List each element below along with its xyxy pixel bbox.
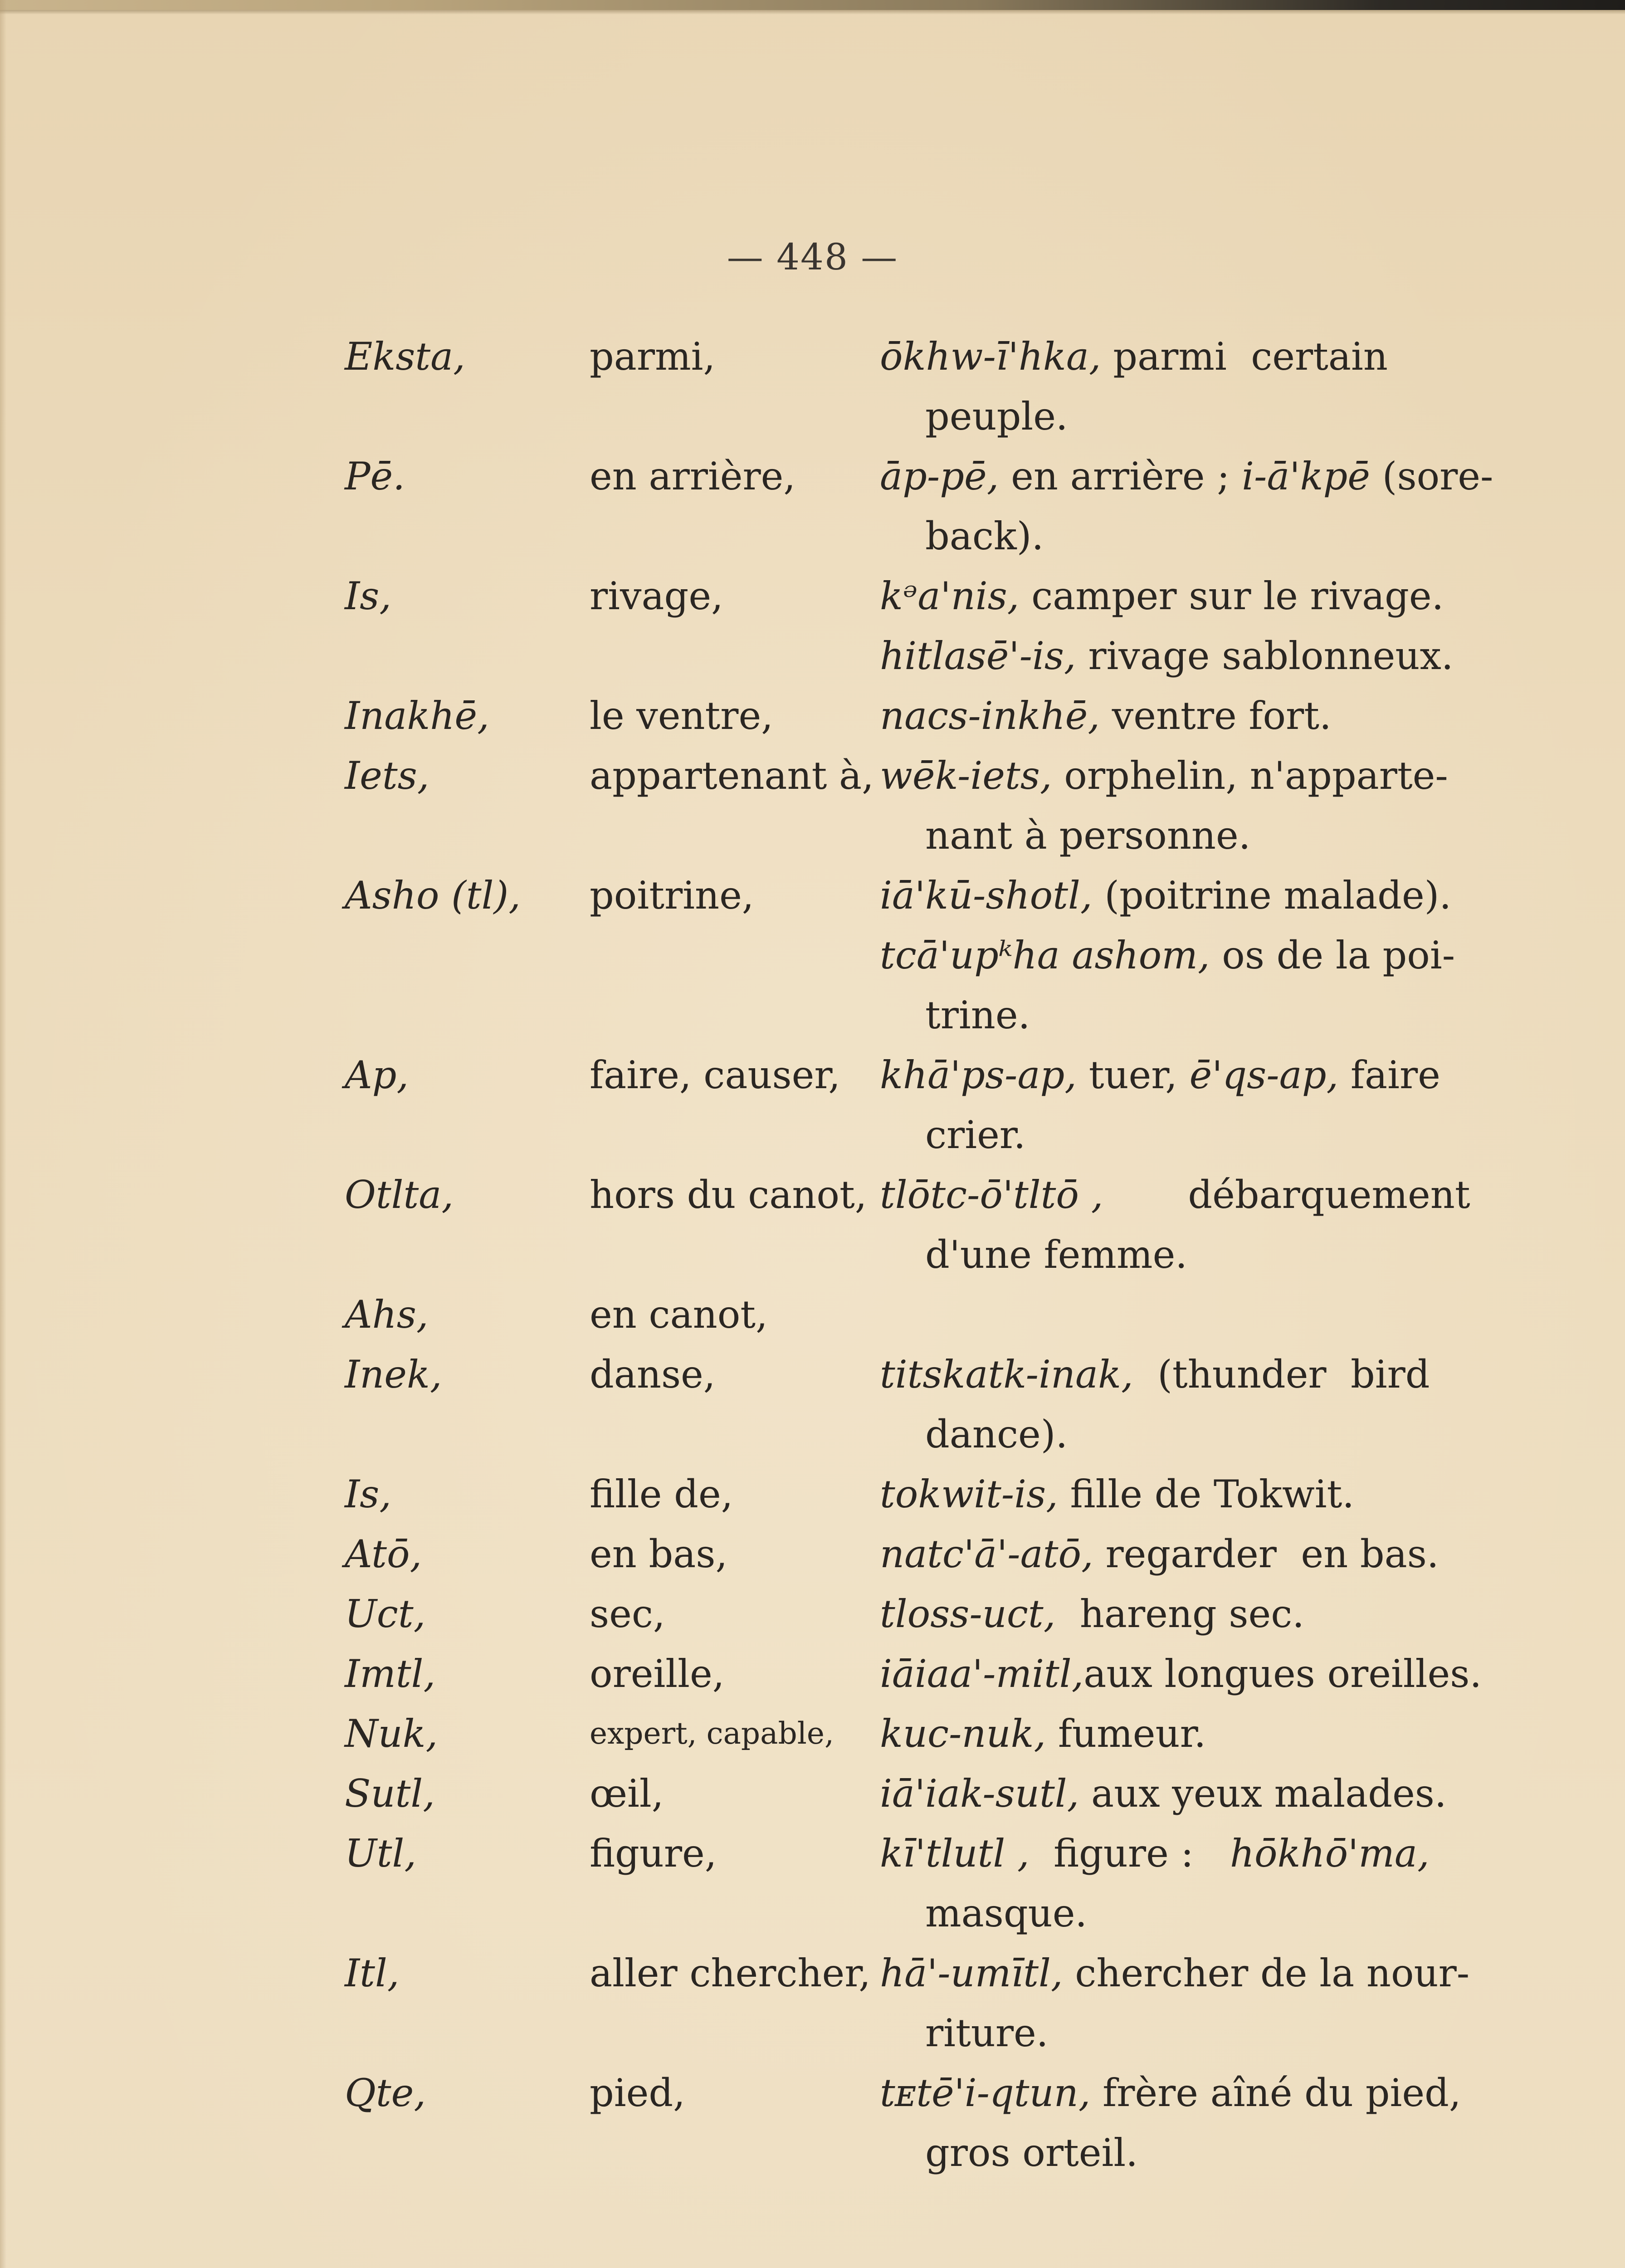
vocabulary-entry	[345, 1045, 1488, 1165]
entry-meaning: hors du canot,	[590, 1173, 867, 1217]
example-line	[880, 1404, 1488, 1464]
french-gloss: parmi certain	[1101, 334, 1388, 379]
french-gloss: camper sur le rivage.	[1019, 574, 1444, 618]
example-line	[880, 2063, 1488, 2123]
vocabulary-entry	[345, 327, 1488, 446]
entry-example	[880, 446, 1493, 566]
native-form: tokwit-is,	[880, 1472, 1058, 1516]
entry-root: Uct,	[345, 1592, 426, 1636]
french-gloss: os de la poi-	[1210, 933, 1455, 978]
french-gloss: (thunder bird	[1133, 1352, 1430, 1397]
entry-meaning: en bas,	[590, 1532, 728, 1576]
vocabulary-list	[345, 327, 1493, 2183]
entry-root: Ap,	[345, 1053, 409, 1097]
french-gloss: frère aîné du pied,	[1090, 2071, 1461, 2115]
native-form: ē'qs-ap,	[1189, 1053, 1339, 1097]
entry-root: Inakhē,	[345, 694, 489, 738]
entry-root: Is,	[345, 1472, 391, 1516]
vocabulary-entry	[345, 1165, 1488, 1285]
vocabulary-entry	[345, 1344, 1488, 1464]
entry-meaning: fille de,	[590, 1472, 733, 1516]
vocabulary-entry	[345, 566, 1488, 686]
french-gloss: aux longues oreilles.	[1083, 1652, 1482, 1696]
entry-root: Itl,	[345, 1951, 400, 1995]
french-gloss: regarder en bas.	[1093, 1532, 1439, 1576]
french-gloss: (poitrine malade).	[1092, 873, 1452, 918]
entry-example	[880, 566, 1488, 686]
example-line	[880, 1225, 1488, 1285]
entry-root: Inek,	[345, 1352, 442, 1397]
french-gloss: fille de Tokwit.	[1058, 1472, 1355, 1516]
french-gloss: faire	[1338, 1053, 1440, 1097]
example-line	[880, 626, 1488, 686]
example-line	[880, 506, 1488, 566]
page-top-edge	[0, 0, 1625, 10]
entry-example	[880, 1943, 1488, 2063]
entry-meaning: oreille,	[590, 1652, 725, 1696]
native-form: i-ā'kpē	[1242, 454, 1370, 499]
french-gloss: (sore-	[1370, 454, 1493, 499]
example-line	[880, 1344, 1488, 1404]
vocabulary-entry	[345, 1943, 1488, 2063]
vocabulary-entry	[345, 746, 1488, 865]
entry-meaning: appartenant à,	[590, 753, 874, 798]
entry-meaning: aller chercher,	[590, 1951, 871, 1995]
entry-example	[880, 686, 1488, 746]
native-form: natc'ā'-atō,	[880, 1532, 1093, 1576]
entry-meaning: en arrière,	[590, 454, 796, 499]
french-gloss: fumeur.	[1046, 1711, 1206, 1756]
example-line	[880, 566, 1488, 626]
native-form: nacs-inkhē,	[880, 694, 1100, 738]
entry-example	[880, 1704, 1488, 1764]
entry-example	[880, 1524, 1488, 1584]
french-gloss: ventre fort.	[1100, 694, 1332, 738]
entry-meaning: rivage,	[590, 574, 723, 618]
native-form: hitlasē'-is,	[880, 634, 1076, 678]
example-line	[880, 1464, 1488, 1524]
page-top-shadow	[0, 10, 1625, 15]
example-line	[880, 327, 1488, 386]
native-form: titskatk-inak,	[880, 1352, 1133, 1397]
entry-example	[880, 1045, 1488, 1165]
example-line	[880, 1823, 1488, 1883]
entry-meaning: le ventre,	[590, 694, 773, 738]
french-gloss: gros orteil.	[925, 2131, 1138, 2175]
vocabulary-entry	[345, 1464, 1488, 1524]
native-form: hōkhō'ma,	[1230, 1831, 1430, 1876]
example-line	[880, 1045, 1488, 1105]
vocabulary-entry	[345, 446, 1493, 566]
french-gloss: riture.	[925, 2011, 1049, 2055]
entry-root: Eksta,	[345, 334, 465, 379]
entry-example	[880, 1823, 1488, 1943]
french-gloss: débarquement	[1103, 1173, 1470, 1217]
entry-meaning: figure,	[590, 1831, 717, 1876]
native-form: khā'ps-ap,	[880, 1053, 1077, 1097]
vocabulary-entry	[345, 1764, 1488, 1823]
entry-root: Imtl,	[345, 1652, 436, 1696]
french-gloss: masque.	[925, 1891, 1088, 1936]
native-form: kī'tlutl ,	[880, 1831, 1030, 1876]
vocabulary-entry	[345, 1823, 1488, 1943]
native-form: ōkhw-ī'hka,	[880, 334, 1101, 379]
example-line	[880, 386, 1488, 446]
example-line	[880, 806, 1488, 865]
example-line	[880, 985, 1488, 1045]
french-gloss: chercher de la nour-	[1063, 1951, 1470, 1995]
example-line	[880, 746, 1488, 806]
entry-root: Atō,	[345, 1532, 422, 1576]
entry-meaning: en canot,	[590, 1292, 768, 1337]
entry-root: Is,	[345, 574, 391, 618]
french-gloss: nant à personne.	[925, 813, 1251, 858]
vocabulary-entry	[345, 1644, 1488, 1704]
entry-example	[880, 1764, 1488, 1823]
example-line	[880, 1584, 1488, 1644]
vocabulary-entry	[345, 1704, 1488, 1764]
example-line	[880, 925, 1488, 985]
entry-root: Nuk,	[345, 1711, 438, 1756]
french-gloss: orphelin, n'apparte-	[1052, 753, 1448, 798]
vocabulary-entry	[345, 686, 1488, 746]
native-form: wēk-iets,	[880, 753, 1052, 798]
entry-example	[880, 1644, 1488, 1704]
french-gloss: d'une femme.	[925, 1232, 1187, 1277]
example-line	[880, 686, 1488, 746]
page-number: — 448 —	[727, 236, 898, 278]
example-line	[880, 1105, 1488, 1165]
french-gloss: figure :	[1029, 1831, 1230, 1876]
french-gloss: en arrière ;	[999, 454, 1242, 499]
example-line	[880, 2123, 1488, 2183]
french-gloss: dance).	[925, 1412, 1068, 1457]
entry-root: Qte,	[345, 2071, 426, 2115]
example-line	[880, 1764, 1488, 1823]
french-gloss: hareng sec.	[1055, 1592, 1304, 1636]
entry-example	[880, 1344, 1488, 1464]
french-gloss: back).	[925, 514, 1044, 558]
native-form: tcā'upᵏha ashom,	[880, 933, 1210, 978]
entry-meaning: expert, capable,	[590, 1716, 834, 1751]
entry-root: Sutl,	[345, 1771, 435, 1816]
vocabulary-entry	[345, 1524, 1488, 1584]
native-form: iāiaa'-mitl,	[880, 1652, 1084, 1696]
entry-meaning: danse,	[590, 1352, 716, 1397]
vocabulary-entry	[345, 2063, 1488, 2183]
entry-root: Otlta,	[345, 1173, 454, 1217]
entry-example	[880, 1464, 1488, 1524]
native-form: iā'kū-shotl,	[880, 873, 1093, 918]
native-form: tᴇtē'i-qtun,	[880, 2071, 1091, 2115]
entry-example	[880, 1285, 1488, 1344]
native-form: āp-pē,	[880, 454, 999, 499]
entry-meaning: faire, causer,	[590, 1053, 840, 1097]
example-line	[880, 2003, 1488, 2063]
example-line	[880, 865, 1488, 925]
french-gloss: crier.	[925, 1113, 1026, 1157]
french-gloss: aux yeux malades.	[1079, 1771, 1447, 1816]
entry-meaning: pied,	[590, 2071, 685, 2115]
native-form: kᵊa'nis,	[880, 574, 1020, 618]
page-left-edge	[0, 0, 6, 2268]
entry-root: Utl,	[345, 1831, 417, 1876]
entry-root: Iets,	[345, 753, 429, 798]
entry-root: Ahs,	[345, 1292, 429, 1337]
native-form: tlōtc-ō'tltō ,	[880, 1173, 1103, 1217]
native-form: tloss-uct,	[880, 1592, 1056, 1636]
native-form: hā'-umītl,	[880, 1951, 1063, 1995]
french-gloss: tuer,	[1077, 1053, 1190, 1097]
native-form: kuc-nuk,	[880, 1711, 1046, 1756]
french-gloss: peuple.	[925, 394, 1068, 439]
entry-meaning: œil,	[590, 1771, 664, 1816]
example-line	[880, 1644, 1488, 1704]
example-line	[880, 1704, 1488, 1764]
example-line	[880, 1943, 1488, 2003]
entry-root: Asho (tl),	[345, 873, 521, 918]
vocabulary-entry	[345, 1285, 1488, 1344]
entry-example	[880, 2063, 1488, 2183]
example-line	[880, 1165, 1488, 1225]
entry-meaning: sec,	[590, 1592, 665, 1636]
entry-meaning: poitrine,	[590, 873, 754, 918]
entry-example	[880, 865, 1488, 1045]
french-gloss: rivage sablonneux.	[1076, 634, 1454, 678]
french-gloss: trine.	[925, 993, 1030, 1037]
entry-root: Pē.	[345, 454, 405, 499]
entry-example	[880, 327, 1488, 446]
example-line-empty	[880, 1285, 1488, 1344]
entry-meaning: parmi,	[590, 334, 716, 379]
entry-example	[880, 1165, 1488, 1285]
vocabulary-entry	[345, 865, 1488, 1045]
example-line	[880, 1524, 1488, 1584]
entry-example	[880, 1584, 1488, 1644]
example-line	[880, 1883, 1488, 1943]
vocabulary-entry	[345, 1584, 1488, 1644]
entry-example	[880, 746, 1488, 865]
example-line	[880, 446, 1493, 506]
native-form: iā'iak-sutl,	[880, 1771, 1079, 1816]
